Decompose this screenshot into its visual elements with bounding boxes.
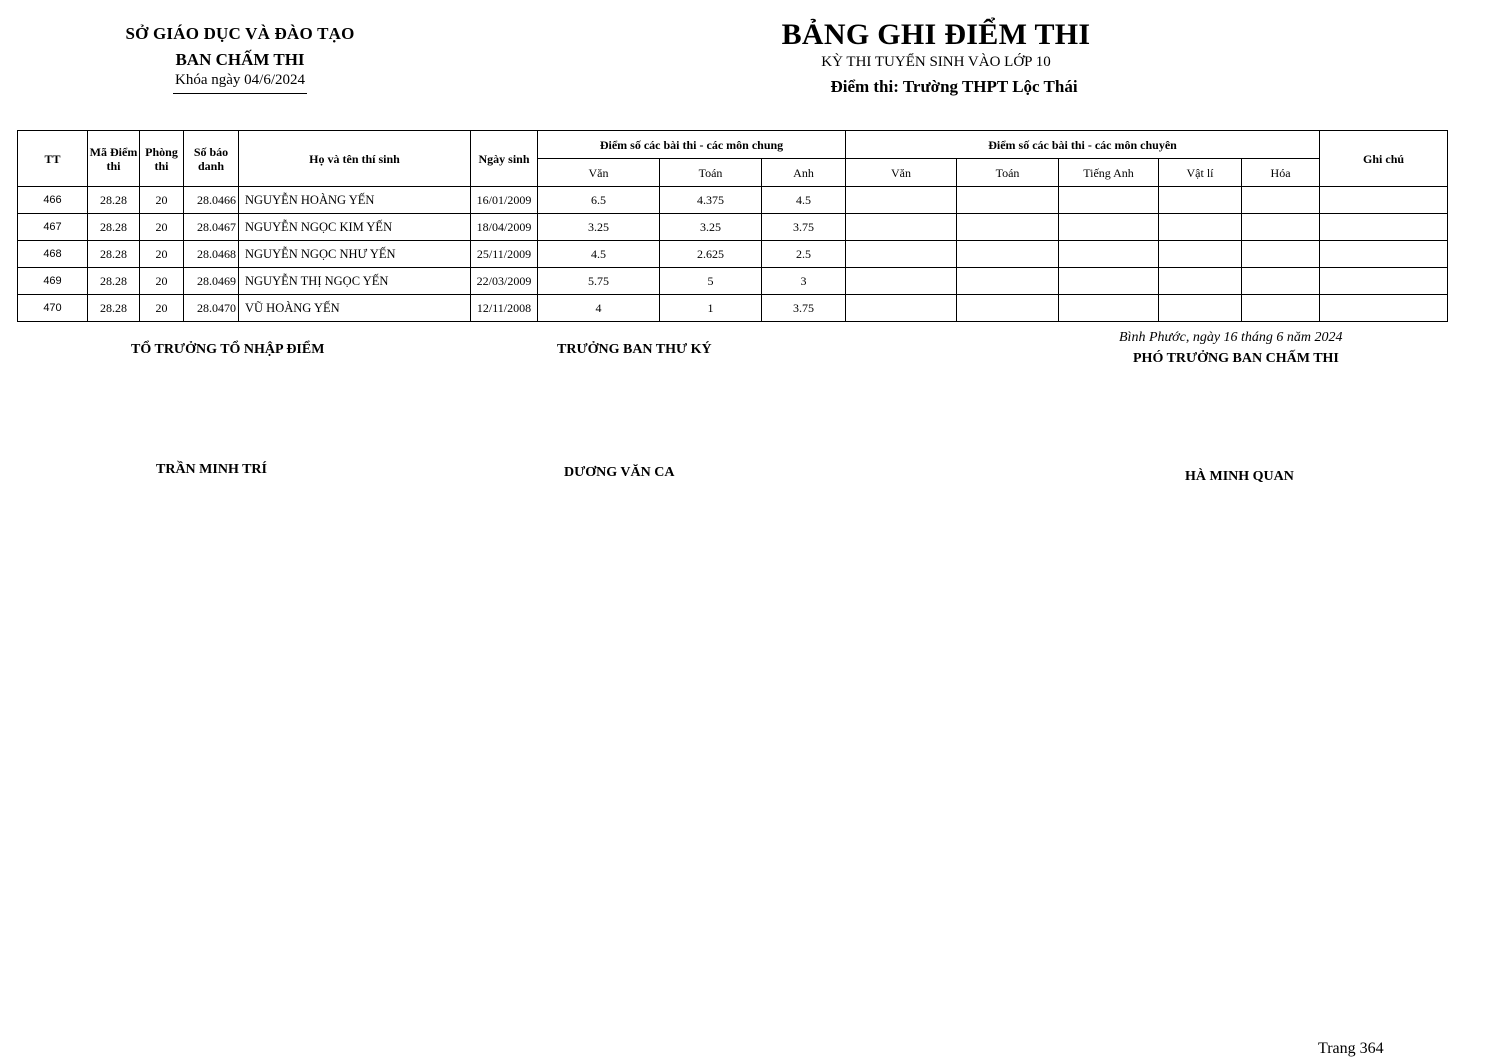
cell-chung-anh: 3.75 bbox=[762, 295, 846, 322]
cell-ho-ten: NGUYỄN NGỌC NHƯ YẾN bbox=[239, 241, 471, 268]
exam-name: KỲ THI TUYỂN SINH VÀO LỚP 10 bbox=[821, 54, 1051, 70]
signer-name-left: TRẦN MINH TRÍ bbox=[156, 462, 267, 477]
header-chung-anh: Anh bbox=[762, 159, 846, 187]
cell-chung-van: 5.75 bbox=[538, 268, 660, 295]
header-so-bao-danh: Số báo danh bbox=[184, 131, 239, 187]
cell-chuyen-vat-li bbox=[1159, 268, 1242, 295]
cell-so-bao-danh: 28.0470 bbox=[184, 295, 239, 322]
header-group-chung: Điểm số các bài thi - các môn chung bbox=[538, 131, 846, 159]
score-table bbox=[17, 130, 1448, 322]
cell-ma-diem-thi: 28.28 bbox=[88, 295, 140, 322]
cell-ngay-sinh: 22/03/2009 bbox=[471, 268, 538, 295]
table-row bbox=[18, 295, 1448, 322]
cell-phong-thi: 20 bbox=[140, 295, 184, 322]
cell-tt: 469 bbox=[18, 268, 88, 295]
signer-title-right: PHÓ TRƯỞNG BAN CHẤM THI bbox=[1133, 351, 1339, 366]
header-chuyen-hoa: Hóa bbox=[1242, 159, 1320, 187]
cell-chung-anh: 2.5 bbox=[762, 241, 846, 268]
cell-chuyen-vat-li bbox=[1159, 295, 1242, 322]
cell-ho-ten: NGUYỄN NGỌC KIM YẾN bbox=[239, 214, 471, 241]
table-row bbox=[18, 187, 1448, 214]
cell-so-bao-danh: 28.0466 bbox=[184, 187, 239, 214]
place-and-date: Bình Phước, ngày 16 tháng 6 năm 2024 bbox=[1119, 330, 1343, 345]
cell-chung-toan: 5 bbox=[660, 268, 762, 295]
cell-ho-ten: NGUYỄN THỊ NGỌC YẾN bbox=[239, 268, 471, 295]
cell-chuyen-toan bbox=[957, 241, 1059, 268]
table-row bbox=[18, 214, 1448, 241]
table-row bbox=[18, 268, 1448, 295]
header-ngay-sinh: Ngày sinh bbox=[471, 131, 538, 187]
cell-phong-thi: 20 bbox=[140, 187, 184, 214]
cell-phong-thi: 20 bbox=[140, 241, 184, 268]
cell-chuyen-van bbox=[846, 295, 957, 322]
header-chung-toan: Toán bbox=[660, 159, 762, 187]
cell-chuyen-van bbox=[846, 187, 957, 214]
cell-ghi-chu bbox=[1320, 214, 1448, 241]
header-ma-diem-thi: Mã Điểm thi bbox=[88, 131, 140, 187]
cell-chung-anh: 3 bbox=[762, 268, 846, 295]
cell-chuyen-vat-li bbox=[1159, 241, 1242, 268]
department-name: SỞ GIÁO DỤC VÀ ĐÀO TẠO bbox=[125, 24, 355, 43]
header-group-chuyen: Điểm số các bài thi - các môn chuyên bbox=[846, 131, 1320, 159]
cell-chuyen-vat-li bbox=[1159, 187, 1242, 214]
cell-chung-anh: 4.5 bbox=[762, 187, 846, 214]
cell-chuyen-hoa bbox=[1242, 187, 1320, 214]
cell-ngay-sinh: 12/11/2008 bbox=[471, 295, 538, 322]
cell-chuyen-toan bbox=[957, 268, 1059, 295]
cell-tt: 467 bbox=[18, 214, 88, 241]
header-chuyen-tieng-anh: Tiếng Anh bbox=[1059, 159, 1159, 187]
cell-chuyen-van bbox=[846, 214, 957, 241]
header-chung-van: Văn bbox=[538, 159, 660, 187]
cell-tt: 466 bbox=[18, 187, 88, 214]
page-number: Trang 364 bbox=[1318, 1040, 1384, 1057]
cell-chuyen-van bbox=[846, 241, 957, 268]
cell-so-bao-danh: 28.0467 bbox=[184, 214, 239, 241]
session-date: Khóa ngày 04/6/2024 bbox=[173, 72, 307, 94]
header-phong-thi: Phòng thi bbox=[140, 131, 184, 187]
cell-chung-van: 4 bbox=[538, 295, 660, 322]
cell-chuyen-hoa bbox=[1242, 241, 1320, 268]
header-chuyen-toan: Toán bbox=[957, 159, 1059, 187]
cell-ghi-chu bbox=[1320, 295, 1448, 322]
cell-chuyen-vat-li bbox=[1159, 214, 1242, 241]
cell-chuyen-tieng-anh bbox=[1059, 268, 1159, 295]
cell-chung-toan: 2.625 bbox=[660, 241, 762, 268]
cell-chung-anh: 3.75 bbox=[762, 214, 846, 241]
cell-chuyen-van bbox=[846, 268, 957, 295]
table-row bbox=[18, 241, 1448, 268]
cell-chung-toan: 4.375 bbox=[660, 187, 762, 214]
cell-ngay-sinh: 16/01/2009 bbox=[471, 187, 538, 214]
cell-chuyen-hoa bbox=[1242, 295, 1320, 322]
cell-ho-ten: VŨ HOÀNG YẾN bbox=[239, 295, 471, 322]
signer-title-left: TỔ TRƯỞNG TỔ NHẬP ĐIỂM bbox=[131, 342, 325, 357]
header-chuyen-van: Văn bbox=[846, 159, 957, 187]
document-title: BẢNG GHI ĐIỂM THI bbox=[781, 18, 1091, 51]
cell-chuyen-tieng-anh bbox=[1059, 214, 1159, 241]
cell-ghi-chu bbox=[1320, 268, 1448, 295]
cell-chung-van: 3.25 bbox=[538, 214, 660, 241]
cell-chuyen-tieng-anh bbox=[1059, 187, 1159, 214]
cell-ngay-sinh: 25/11/2009 bbox=[471, 241, 538, 268]
cell-tt: 468 bbox=[18, 241, 88, 268]
cell-chuyen-hoa bbox=[1242, 214, 1320, 241]
cell-chuyen-tieng-anh bbox=[1059, 295, 1159, 322]
cell-ma-diem-thi: 28.28 bbox=[88, 268, 140, 295]
cell-chuyen-toan bbox=[957, 295, 1059, 322]
cell-phong-thi: 20 bbox=[140, 268, 184, 295]
cell-chuyen-tieng-anh bbox=[1059, 241, 1159, 268]
issuing-authority bbox=[100, 24, 380, 94]
header-ho-ten: Họ và tên thí sinh bbox=[239, 131, 471, 187]
cell-chuyen-hoa bbox=[1242, 268, 1320, 295]
cell-chung-van: 6.5 bbox=[538, 187, 660, 214]
cell-chuyen-toan bbox=[957, 187, 1059, 214]
header-ghi-chu: Ghi chú bbox=[1320, 131, 1448, 187]
header-tt: TT bbox=[18, 131, 88, 187]
signer-name-middle: DƯƠNG VĂN CA bbox=[564, 465, 675, 480]
cell-so-bao-danh: 28.0469 bbox=[184, 268, 239, 295]
cell-ma-diem-thi: 28.28 bbox=[88, 187, 140, 214]
cell-ngay-sinh: 18/04/2009 bbox=[471, 214, 538, 241]
cell-ghi-chu bbox=[1320, 241, 1448, 268]
cell-ma-diem-thi: 28.28 bbox=[88, 241, 140, 268]
document-heading bbox=[700, 18, 1172, 97]
cell-phong-thi: 20 bbox=[140, 214, 184, 241]
cell-chuyen-toan bbox=[957, 214, 1059, 241]
header-chuyen-vat-li: Vật lí bbox=[1159, 159, 1242, 187]
cell-ho-ten: NGUYỄN HOÀNG YẾN bbox=[239, 187, 471, 214]
board-name: BAN CHẤM THI bbox=[175, 50, 305, 69]
cell-so-bao-danh: 28.0468 bbox=[184, 241, 239, 268]
cell-chung-toan: 3.25 bbox=[660, 214, 762, 241]
cell-chung-toan: 1 bbox=[660, 295, 762, 322]
signer-title-middle: TRƯỞNG BAN THƯ KÝ bbox=[557, 342, 712, 357]
cell-chung-van: 4.5 bbox=[538, 241, 660, 268]
cell-tt: 470 bbox=[18, 295, 88, 322]
cell-ma-diem-thi: 28.28 bbox=[88, 214, 140, 241]
cell-ghi-chu bbox=[1320, 187, 1448, 214]
signer-name-right: HÀ MINH QUAN bbox=[1185, 469, 1294, 484]
exam-venue: Điểm thi: Trường THPT Lộc Thái bbox=[830, 77, 1078, 96]
